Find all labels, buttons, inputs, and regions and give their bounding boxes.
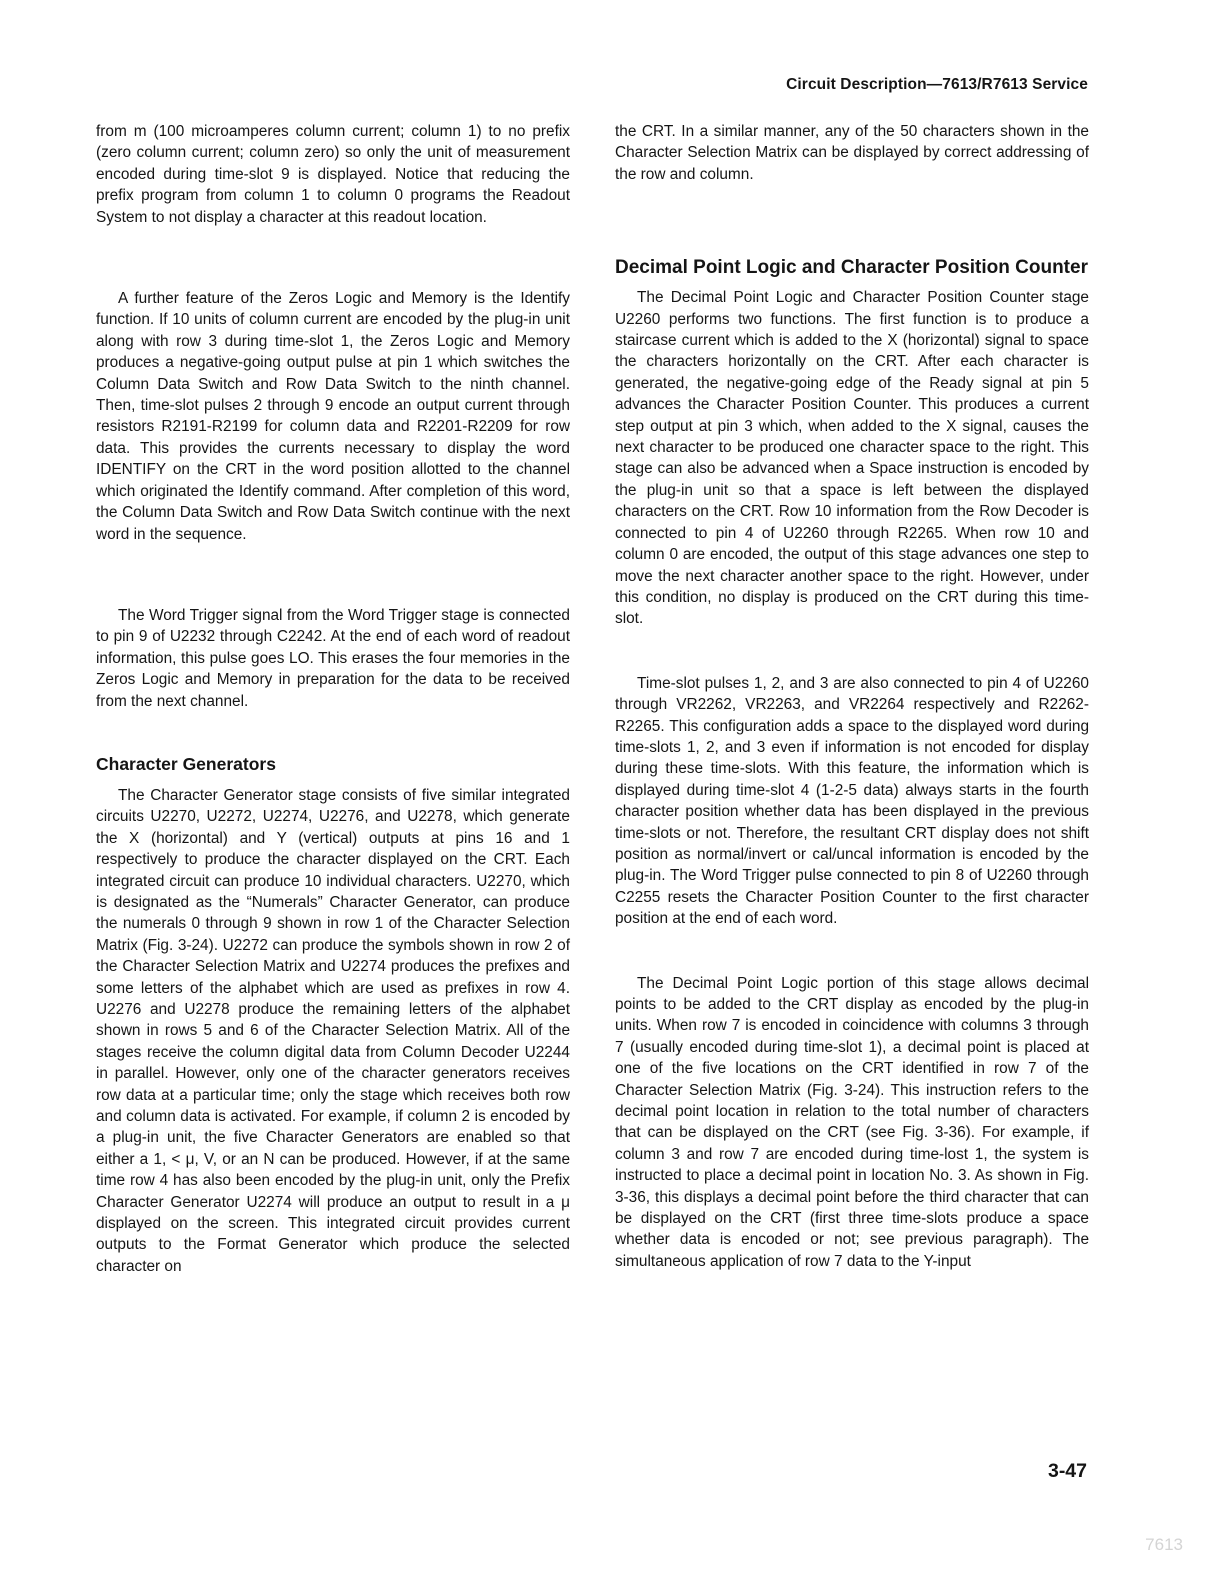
section-heading-character-generators: Character Generators	[96, 753, 276, 774]
watermark: 7613	[1145, 1535, 1183, 1554]
paragraph: A further feature of the Zeros Logic and Memory is the Identify function. If 10 units of column current are encoded by the plug-in unit along with row 3 during time-slot 1, the Zeros Logic and Memory produces a negative-going output pulse at pin 1 which switches the Column Data Switch and Row Data Switch to the ninth channel. Then, time-slot pulses 2 through 9 encode an output current through resistors R2191-R2199 for column data and R2201-R2209 for row data. This provides the currents necessary to display the word IDENTIFY on the CRT in the word position allotted to the channel which originated the Identify command. After completion of this word, the Column Data Switch and Row Data Switch continue with the next word in the sequence.	[96, 290, 570, 543]
paragraph: The Decimal Point Logic portion of this stage allows decimal points to be added to the CRT display as encoded by the plug-in units. When row 7 is encoded in coincidence with columns 3 through 7 (usually encoded during time-slot 1), a decimal point is placed at one of the five locations on the CRT identified in row 7 of the Character Selection Matrix (Fig. 3-24). This instruction refers to the decimal point location in relation to the total number of characters that can be displayed on the CRT (see Fig. 3-36). For example, if column 3 and row 7 are encoded during time-lost 1, the system is instructed to place a decimal point in location No. 3. As shown in Fig. 3-36, this displays a decimal point before the third character that can be displayed on the CRT (first three time-slots produce a space whether data is encoded or not; see previous paragraph). The simultaneous application of row 7 data to the Y-input	[615, 974, 1089, 1270]
paragraph: Time-slot pulses 1, 2, and 3 are also connected to pin 4 of U2260 through VR2262, VR2263, and VR2264 respectively and R2262-R2265. This configuration adds a space to the displayed word during time-slots 1, 2, and 3 even if information is not encoded for display during these time-slots. With this feature, the information which is displayed during time-slot 4 (1-2-5 data) always starts in the fourth character position whether data has been displayed in the previous time-slots or not. Therefore, the resultant CRT display does not shift position as normal/invert or cal/uncal information is encoded by the plug-in. The Word Trigger pulse connected to pin 8 of U2260 through C2255 resets the Character Position Counter to the first character position at the end of each word.	[615, 674, 1089, 928]
paragraph: The Character Generator stage consists of five similar integrated circuits U2270, U2272, U2274, U2276, and U2278, which generate the X (horizontal) and Y (vertical) outputs at pins 16 and 1 respectively to produce the character displayed on the CRT. Each integrated circuit can produce 10 individual characters. U2270, which is designated as the “Numerals” Character Generator, can produce the numerals 0 through 9 shown in row 1 of the Character Selection Matrix (Fig. 3-24). U2272 can produce the symbols shown in row 2 of the Character Selection Matrix and U2274 produces the prefixes and some letters of the alphabet which are used as prefixes in row 4. U2276 and U2278 produce the remaining letters of the alphabet shown in rows 5 and 6 of the Character Selection Matrix. All of the stages receive the column digital data from Column Decoder U2244 in parallel. However, only one of the character generators receives row data at a particular time; only the stage which receives both row and column data is activated. For example, if column 2 is encoded by a plug-in unit, the five Character Generators are enabled so that either a 1, < μ, V, or an N can be produced. However, if at the same time row 4 has also been encoded by the plug-in unit, only the Prefix Character Generator U2274 will produce an output to result in a μ displayed on the screen. This integrated circuit provides current outputs to the Format Generator which produce the selected character on	[96, 786, 570, 1275]
paragraph: The Decimal Point Logic and Character Position Counter stage U2260 performs two functions. The first function is to produce a staircase current which is added to the X (horizontal) signal to space the characters horizontally on the CRT. After each character is generated, the negative-going edge of the Ready signal at pin 5 advances the Character Position Counter. This produces a current step output at pin 3 which, when added to the X signal, causes the next character to be produced one character space to the right. This stage can also be advanced when a Space instruction is encoded by the plug-in unit so that a space is left between the displayed characters on the CRT. Row 10 information from the Row Decoder is connected to pin 4 of U2260 through R2265. When row 10 and column 0 are encoded, the output of this stage advances one step to move the next character another space to the right. However, under this condition, no display is produced on the CRT during this time-slot.	[615, 289, 1089, 628]
page-number: 3-47	[1047, 1460, 1087, 1482]
paragraph: from m (100 microamperes column current; column 1) to no prefix (zero column current; column zero) so only the unit of measurement encoded during time-slot 9 is displayed. Notice that reducing the prefix program from column 1 to column 0 programs the Readout System to not display a character at this readout location.	[96, 123, 570, 226]
left-column	[96, 121, 570, 1277]
paragraph: the CRT. In a similar manner, any of the 50 characters shown in the Character Selection Matrix can be displayed by correct addressing of the row and column.	[615, 123, 1089, 183]
section-heading-decimal-point: Decimal Point Logic and Character Position Counter	[615, 257, 1088, 279]
right-column	[615, 121, 1089, 1272]
paragraph: The Word Trigger signal from the Word Trigger stage is connected to pin 9 of U2232 through C2242. At the end of each word of readout information, this pulse goes LO. This erases the four memories in the Zeros Logic and Memory in preparation for the data to be received from the next channel.	[96, 606, 570, 710]
running-header: Circuit Description—7613/R7613 Service	[786, 76, 1088, 93]
